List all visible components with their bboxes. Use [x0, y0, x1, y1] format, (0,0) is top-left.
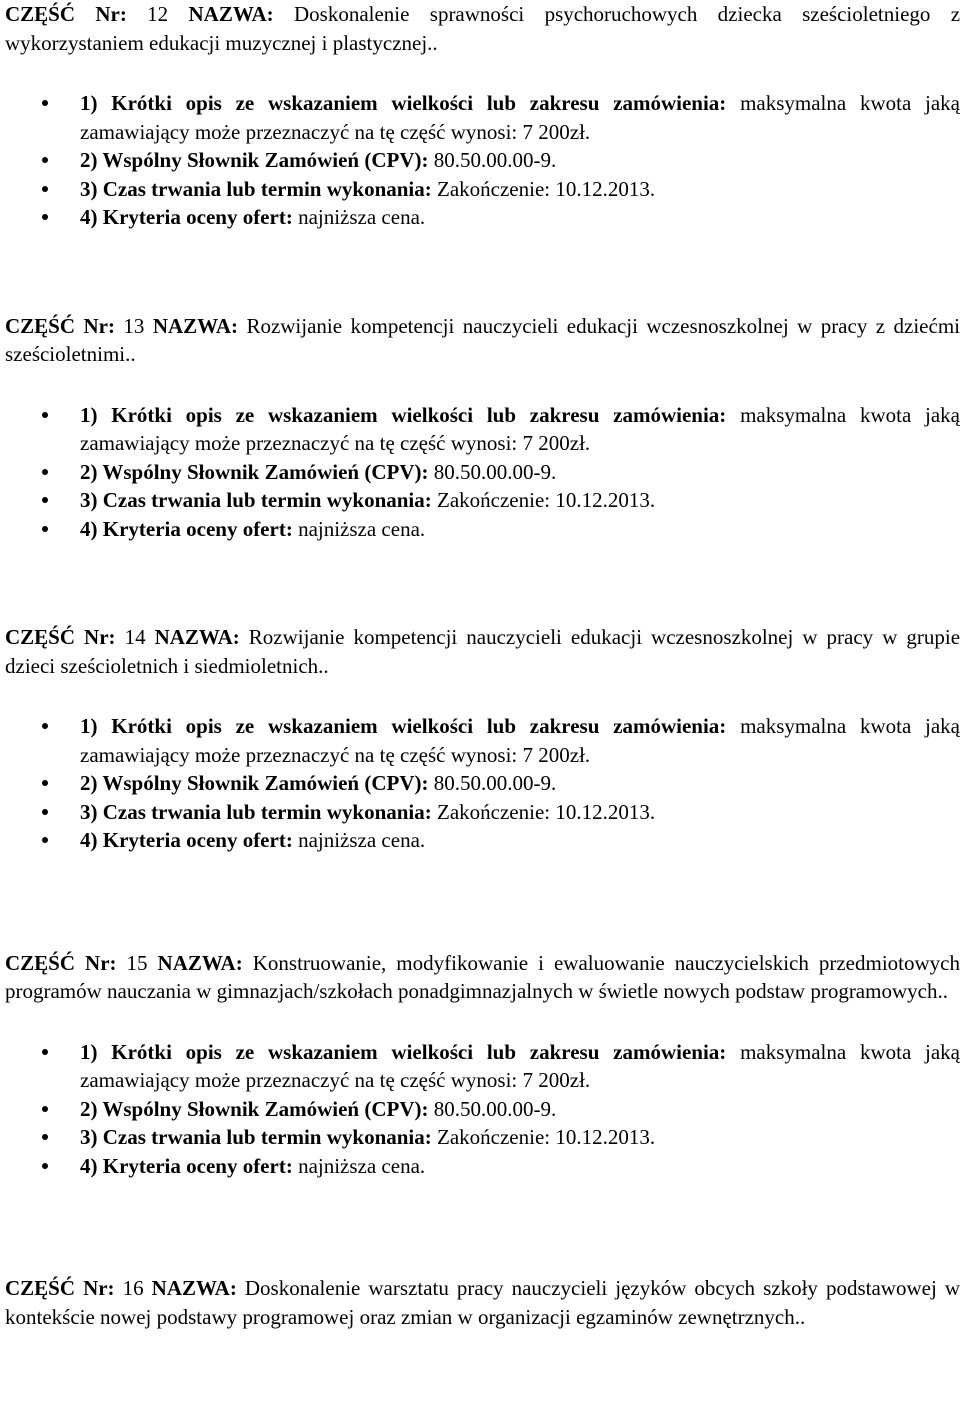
name-label: NAZWA:	[154, 625, 240, 649]
item-value: Zakończenie: 10.12.2013.	[437, 799, 656, 824]
item-label: 3) Czas trwania lub termin wykonania:	[80, 799, 432, 824]
part-number: 12	[147, 2, 169, 26]
criteria-list	[5, 401, 960, 544]
item-value: maksymalna kwota jaką zamawiający może przeznaczyć na tę część wynosi: 7 200zł.	[80, 402, 960, 455]
name-label: NAZWA:	[188, 2, 274, 26]
bullet-icon	[42, 1049, 48, 1055]
list-item	[5, 486, 960, 515]
bullet-icon	[42, 526, 48, 532]
item-label: 2) Wspólny Słownik Zamówień (CPV):	[80, 148, 429, 172]
list-item	[5, 458, 960, 487]
item-value: najniższa cena.	[298, 205, 426, 229]
bullet-icon	[42, 100, 48, 106]
part-label: CZĘŚĆ Nr:	[5, 1276, 115, 1300]
part-label: CZĘŚĆ Nr:	[5, 2, 127, 26]
list-item	[5, 769, 960, 798]
part-heading	[5, 1274, 960, 1331]
part-section	[5, 312, 960, 544]
list-item	[5, 515, 960, 544]
item-value: 80.50.00.00-9.	[433, 771, 557, 795]
item-value: 80.50.00.00-9.	[433, 148, 557, 172]
item-label: 4) Kryteria oceny ofert:	[80, 828, 293, 852]
item-label: 3) Czas trwania lub termin wykonania:	[80, 1125, 432, 1149]
bullet-icon	[42, 412, 48, 418]
bullet-icon	[42, 1163, 48, 1169]
item-label: 4) Kryteria oceny ofert:	[80, 1153, 293, 1178]
item-label: 4) Kryteria oceny ofert:	[80, 516, 293, 541]
bullet-icon	[42, 837, 48, 843]
bullet-icon	[42, 780, 48, 786]
criteria-list	[5, 89, 960, 232]
bullet-icon	[42, 723, 48, 729]
part-section	[5, 949, 960, 1181]
bullet-icon	[42, 186, 48, 192]
bullet-icon	[42, 497, 48, 503]
part-name: Konstruowanie, modyfikowanie i ewaluowanie nauczycielskich przedmiotowych programów nauczania w gimnazjach/szkołach ponadgimnazjalnych w świetle nowych podstaw programowych..	[5, 950, 960, 1003]
part-heading	[5, 949, 960, 1006]
item-label: 3) Czas trwania lub termin wykonania:	[80, 488, 432, 512]
part-number: 14	[124, 625, 146, 649]
part-heading	[5, 0, 960, 57]
item-label: 4) Kryteria oceny ofert:	[80, 205, 293, 229]
part-name: Rozwijanie kompetencji nauczycieli edukacji wczesnoszkolnej w pracy z dziećmi sześcioletnimi..	[5, 313, 960, 366]
item-label: 1) Krótki opis ze wskazaniem wielkości lub zakresu zamówienia:	[80, 714, 727, 738]
list-item	[5, 826, 960, 855]
list-item	[5, 146, 960, 175]
list-item	[5, 1152, 960, 1181]
item-label: 1) Krótki opis ze wskazaniem wielkości lub zakresu zamówienia:	[80, 402, 727, 427]
item-value: najniższa cena.	[298, 828, 426, 852]
criteria-list	[5, 1038, 960, 1181]
part-heading	[5, 312, 960, 369]
bullet-icon	[42, 809, 48, 815]
part-section	[5, 1274, 960, 1331]
criteria-list	[5, 712, 960, 855]
item-value: najniższa cena.	[298, 516, 426, 541]
part-number: 16	[122, 1276, 144, 1300]
item-label: 2) Wspólny Słownik Zamówień (CPV):	[80, 459, 429, 484]
list-item	[5, 89, 960, 146]
part-section	[5, 0, 960, 232]
list-item	[5, 798, 960, 827]
part-name: Rozwijanie kompetencji nauczycieli edukacji wczesnoszkolnej w pracy w grupie dzieci sześcioletnich i siedmioletnich..	[5, 625, 960, 678]
part-number: 13	[123, 313, 145, 338]
list-item	[5, 1123, 960, 1152]
name-label: NAZWA:	[151, 1276, 237, 1300]
list-item	[5, 401, 960, 458]
part-section	[5, 623, 960, 855]
item-value: 80.50.00.00-9.	[433, 1096, 557, 1121]
item-value: maksymalna kwota jaką zamawiający może przeznaczyć na tę część wynosi: 7 200zł.	[80, 91, 960, 144]
part-label: CZĘŚĆ Nr:	[5, 625, 116, 649]
item-value: maksymalna kwota jaką zamawiający może przeznaczyć na tę część wynosi: 7 200zł.	[80, 1039, 960, 1092]
bullet-icon	[42, 1134, 48, 1140]
list-item	[5, 1095, 960, 1124]
item-label: 2) Wspólny Słownik Zamówień (CPV):	[80, 771, 429, 795]
bullet-icon	[42, 1106, 48, 1112]
list-item	[5, 175, 960, 204]
bullet-icon	[42, 469, 48, 475]
item-label: 2) Wspólny Słownik Zamówień (CPV):	[80, 1096, 429, 1121]
list-item	[5, 203, 960, 232]
part-label: CZĘŚĆ Nr:	[5, 950, 117, 975]
name-label: NAZWA:	[157, 950, 243, 975]
bullet-icon	[42, 157, 48, 163]
bullet-icon	[42, 214, 48, 220]
part-name: Doskonalenie sprawności psychoruchowych dziecka sześcioletniego z wykorzystaniem edukacji muzycznej i plastycznej..	[5, 2, 960, 55]
item-value: maksymalna kwota jaką zamawiający może przeznaczyć na tę część wynosi: 7 200zł.	[80, 714, 960, 767]
item-label: 3) Czas trwania lub termin wykonania:	[80, 176, 432, 201]
item-value: 80.50.00.00-9.	[433, 459, 557, 484]
list-item	[5, 1038, 960, 1095]
part-label: CZĘŚĆ Nr:	[5, 313, 115, 338]
item-value: Zakończenie: 10.12.2013.	[437, 1125, 656, 1149]
item-value: Zakończenie: 10.12.2013.	[437, 488, 656, 512]
list-item	[5, 712, 960, 769]
part-heading	[5, 623, 960, 680]
item-label: 1) Krótki opis ze wskazaniem wielkości lub zakresu zamówienia:	[80, 1039, 727, 1064]
part-number: 15	[126, 950, 148, 975]
item-value: Zakończenie: 10.12.2013.	[437, 176, 656, 201]
item-value: najniższa cena.	[298, 1153, 426, 1178]
item-label: 1) Krótki opis ze wskazaniem wielkości lub zakresu zamówienia:	[80, 91, 727, 115]
document-page	[5, 0, 960, 1331]
name-label: NAZWA:	[152, 313, 238, 338]
part-name: Doskonalenie warsztatu pracy nauczycieli języków obcych szkoły podstawowej w kontekście nowej podstawy programowej oraz zmian w organizacji egzaminów zewnętrznych..	[5, 1276, 960, 1329]
